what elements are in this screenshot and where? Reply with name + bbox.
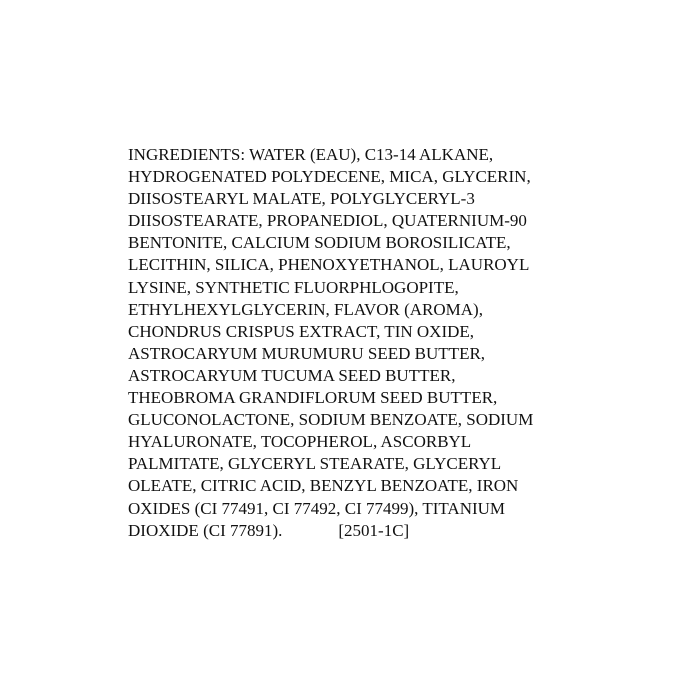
ingredients-line: ASTROCARYUM TUCUMA SEED BUTTER, <box>128 365 456 385</box>
ingredients-list <box>128 144 568 542</box>
ingredients-line: BENTONITE, CALCIUM SODIUM BOROSILICATE, <box>128 233 511 253</box>
ingredients-line: HYDROGENATED POLYDECENE, MICA, GLYCERIN, <box>128 167 531 187</box>
ingredients-line: LECITHIN, SILICA, PHENOXYETHANOL, LAUROYL <box>128 255 530 275</box>
ingredients-line: GLUCONOLACTONE, SODIUM BENZOATE, SODIUM <box>128 410 534 430</box>
batch-code: [2501-1C] <box>338 520 410 540</box>
ingredients-line: DIISOSTEARATE, PROPANEDIOL, QUATERNIUM-90 <box>128 211 527 231</box>
ingredients-line: OXIDES (CI 77491, CI 77492, CI 77499), TITANIUM <box>128 498 506 518</box>
ingredients-line: OLEATE, CITRIC ACID, BENZYL BENZOATE, IRON <box>128 476 519 496</box>
ingredients-last-line <box>128 520 568 542</box>
ingredients-line: DIISOSTEARYL MALATE, POLYGLYCERYL-3 <box>128 189 475 209</box>
ingredients-line: ASTROCARYUM MURUMURU SEED BUTTER, <box>128 343 486 363</box>
ingredients-line-text: DIOXIDE (CI 77891). <box>128 520 283 540</box>
ingredients-line: THEOBROMA GRANDIFLORUM SEED BUTTER, <box>128 388 498 408</box>
ingredients-line: CHONDRUS CRISPUS EXTRACT, TIN OXIDE, <box>128 321 475 341</box>
ingredients-line: ETHYLHEXYLGLYCERIN, FLAVOR (AROMA), <box>128 299 483 319</box>
ingredients-line: INGREDIENTS: WATER (EAU), C13-14 ALKANE, <box>128 145 494 164</box>
ingredients-line: HYALURONATE, TOCOPHEROL, ASCORBYL <box>128 432 472 452</box>
ingredients-line: LYSINE, SYNTHETIC FLUORPHLOGOPITE, <box>128 277 459 297</box>
ingredients-line: PALMITATE, GLYCERYL STEARATE, GLYCERYL <box>128 454 502 474</box>
